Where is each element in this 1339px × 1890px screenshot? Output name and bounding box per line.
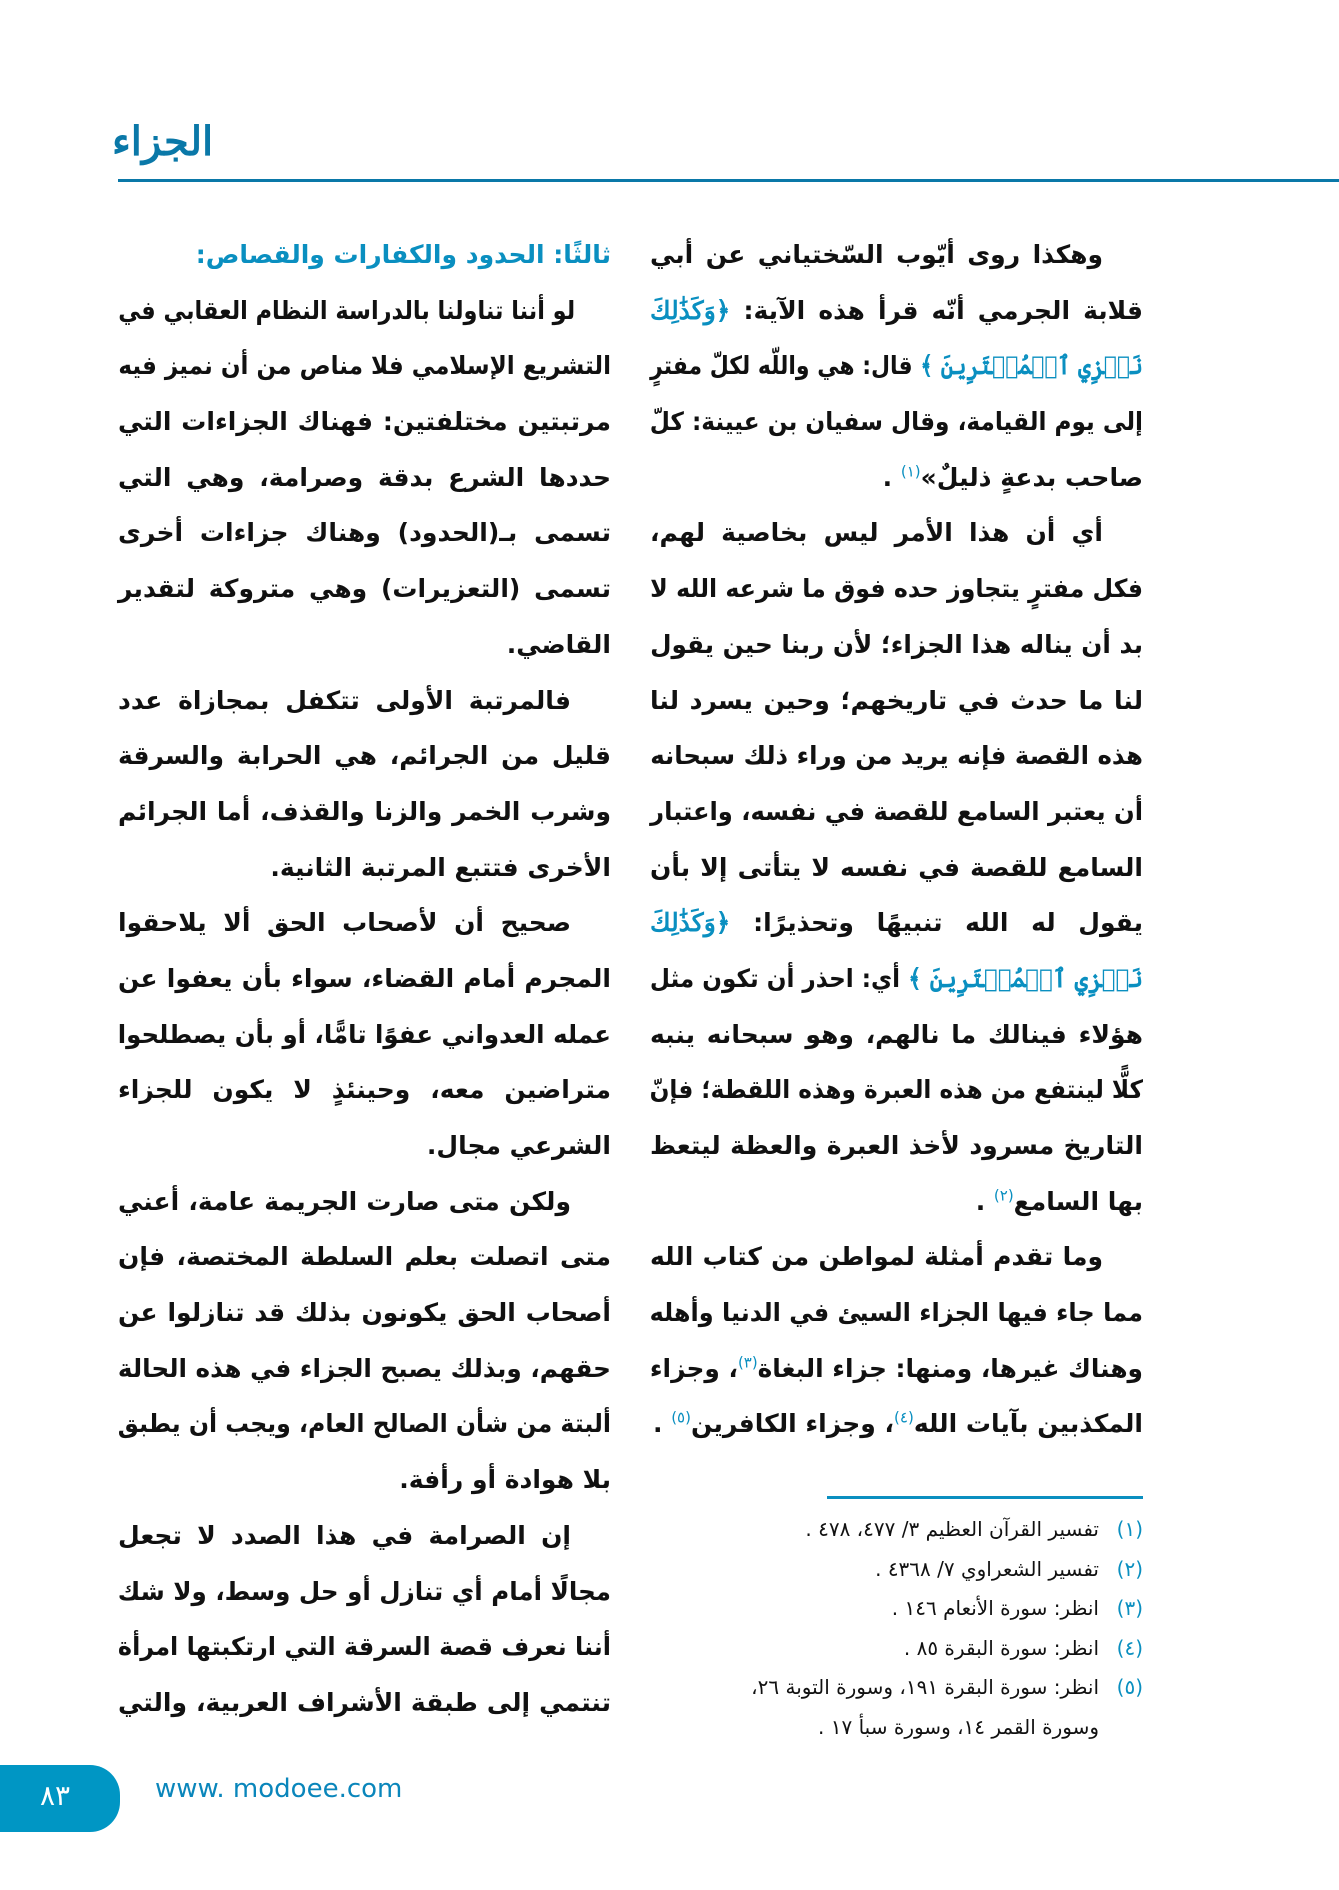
footnote-text: انظر: سورة البقرة ٨٥ .	[903, 1635, 1099, 1660]
text-run: مما جاء فيها الجزاء السيئ في الدنيا وأهله	[649, 1298, 1143, 1328]
text-line: وشرب الخمر والزنا والقذف، أما الجرائم	[118, 796, 611, 826]
text-line: مجالًا أمام أي تنازل أو حل وسط، ولا شك	[117, 1576, 611, 1606]
text-line	[649, 394, 1143, 450]
text-run: هؤلاء فينالك ما نالهم، وهو سبحانه ينبه	[650, 1019, 1143, 1049]
page-number-badge	[0, 1765, 120, 1832]
text-line	[650, 283, 1143, 339]
text-line	[650, 617, 1143, 673]
text-run: فكل مفترٍ يتجاوز حده فوق ما شرعه الله لا	[650, 574, 1143, 604]
text-line: متى اتصلت بعلم السلطة المختصة، فإن	[118, 1242, 611, 1272]
footnote-text: انظر: سورة الأنعام ١٤٦ .	[891, 1596, 1099, 1620]
text-line: أننا نعرف قصة السرقة التي ارتكبتها امرأة	[117, 1632, 611, 1662]
text-line: المجرم أمام القضاء، سواء بأن يعفوا عن	[118, 963, 611, 993]
text-run: لنا ما حدث في تاريخهم؛ وحين يسرد لنا	[650, 685, 1143, 715]
footnote-number: (٥)	[1116, 1675, 1143, 1699]
text-run: التاريخ مسرود لأخذ العبرة والعظة ليتعظ	[650, 1131, 1143, 1160]
footnote	[640, 1629, 1143, 1669]
text-line: عمله العدواني عفوًا تامًّا، أو بأن يصطلحوا	[117, 1019, 611, 1049]
text-line	[649, 1062, 1143, 1118]
text-line: ولكن متى صارت الجريمة عامة، أعني	[118, 1186, 571, 1216]
footnote-number: (٤)	[1116, 1635, 1143, 1660]
text-line: حقهم، وبذلك يصبح الجزاء في هذه الحالة	[117, 1353, 611, 1383]
text-run: قلابة الجرمي أنّه قرأ هذه الآية:	[730, 295, 1143, 325]
text-run: صاحب بدعةٍ ذليلٌ»	[920, 462, 1143, 492]
text-line: قليل من الجرائم، هي الحرابة والسرقة	[118, 741, 611, 771]
text-line	[650, 450, 1143, 506]
footnote-continuation: وسورة القمر ١٤، وسورة سبأ ١٧ .	[818, 1714, 1099, 1739]
footnote-ref: (١)	[900, 462, 921, 481]
text-run: بد أن يناله هذا الجزاء؛ لأن ربنا حين يقول	[650, 629, 1143, 659]
footnote	[640, 1510, 1143, 1550]
left-text-column	[118, 227, 611, 1731]
text-run: ، وجزاء	[649, 1353, 738, 1383]
text-run: .	[652, 1409, 672, 1439]
text-line	[649, 1285, 1143, 1341]
text-run: إلى يوم القيامة، وقال سفيان بن عيينة: كلّ	[649, 407, 1143, 437]
text-line	[650, 561, 1143, 617]
footnote-text: تفسير القرآن العظيم ٣/ ٤٧٧، ٤٧٨ .	[805, 1517, 1099, 1541]
text-run: وهكذا روى أيّوب السّختياني عن أبي	[650, 240, 1103, 269]
header-rule	[118, 179, 1339, 182]
text-line	[649, 951, 1143, 1007]
text-line: تسمى بـ(الحدود) وهناك جزاءات أخرى	[118, 518, 611, 548]
text-line: الأخرى فتتبع المرتبة الثانية.	[270, 852, 611, 882]
footnote-ref: (٥)	[671, 1409, 691, 1428]
text-run: المكذبين بآيات الله	[913, 1409, 1143, 1439]
footnote-number: (٣)	[1116, 1596, 1143, 1620]
text-run: وما تقدم أمثلة لمواطن من كتاب الله	[650, 1242, 1103, 1272]
section-heading: ثالثًا: الحدود والكفارات والقصاص:	[195, 240, 611, 269]
footer-url: www. modoee.com	[155, 1774, 403, 1804]
text-line	[650, 784, 1143, 840]
text-line: بلا هوادة أو رأفة.	[399, 1465, 611, 1495]
text-line	[650, 1174, 1143, 1230]
text-line: مرتبتين مختلفتين: فهناك الجزاءات التي	[118, 407, 611, 437]
footnote-text: تفسير الشعراوي ٧/ ٤٣٦٨ .	[875, 1556, 1099, 1581]
footnote-text: انظر: سورة البقرة ١٩١، وسورة التوبة ٢٦،	[751, 1675, 1099, 1699]
quran-verse: ﴿وَكَذَٰلِكَ	[650, 908, 731, 938]
text-line: صحيح أن لأصحاب الحق ألا يلاحقوا	[118, 908, 571, 938]
text-run: يقول له الله تنبيهًا وتحذيرًا:	[730, 908, 1143, 938]
text-line	[650, 338, 1143, 394]
text-run: .	[882, 462, 901, 492]
footnotes	[640, 1510, 1143, 1747]
text-run: أن يعتبر السامع للقصة في نفسه، واعتبار	[650, 796, 1143, 826]
text-line: لو أننا تناولنا بالدراسة النظام العقابي في	[118, 295, 576, 325]
text-line	[650, 1396, 1143, 1452]
text-line	[650, 728, 1143, 784]
text-line	[650, 505, 1143, 561]
text-line: التشريع الإسلامي فلا مناص من أن نميز فيه	[118, 351, 611, 381]
right-text-column	[650, 227, 1143, 1452]
footnote-ref: (٣)	[737, 1353, 758, 1372]
quran-verse: نَجۡزِي ٱلۡمُفۡتَرِينَ ﴾	[920, 351, 1143, 381]
text-run: السامع للقصة في نفسه لا يتأتى إلا بأن	[650, 852, 1143, 882]
text-line: متراضين معه، وحينئذٍ لا يكون للجزاء	[118, 1075, 611, 1105]
footnote	[640, 1550, 1143, 1590]
text-line: ألبتة من شأن الصالح العام، ويجب أن يطبق	[117, 1409, 611, 1439]
text-line	[650, 673, 1143, 729]
running-header-title: الجزاء	[112, 118, 214, 165]
text-line: تنتمي إلى طبقة الأشراف العربية، والتي	[118, 1687, 611, 1717]
text-line	[650, 1007, 1143, 1063]
text-run: .	[975, 1186, 994, 1216]
text-line	[650, 227, 1143, 283]
text-run: وهناك غيرها، ومنها: جزاء البغاة	[757, 1353, 1143, 1383]
text-run: بها السامع	[1013, 1186, 1143, 1216]
text-line	[650, 1229, 1143, 1285]
text-line: القاضي.	[506, 629, 611, 659]
text-run: كلًّا لينتفع من هذه العبرة وهذه اللقطة؛ فإنّ	[649, 1075, 1143, 1105]
text-line: إن الصرامة في هذا الصدد لا تجعل	[118, 1520, 571, 1550]
quran-verse: ﴿وَكَذَٰلِكَ	[650, 295, 731, 325]
footnote-ref: (٢)	[993, 1186, 1014, 1205]
text-line: تسمى (التعزيرات) وهي متروكة لتقدير	[118, 574, 611, 604]
text-run: قال: هي واللّه لكلّ مفترٍ	[650, 351, 921, 381]
text-line: فالمرتبة الأولى تتكفل بمجازاة عدد	[118, 685, 571, 715]
page-number: ٨٣	[40, 1779, 71, 1812]
text-line	[650, 840, 1143, 896]
text-line: أصحاب الحق يكونون بذلك قد تنازلوا عن	[118, 1298, 611, 1328]
text-run: أي أن هذا الأمر ليس بخاصية لهم،	[650, 518, 1103, 548]
quran-verse: نَجۡزِي ٱلۡمُفۡتَرِينَ ﴾	[908, 963, 1143, 993]
text-run: أي: احذر أن تكون مثل	[649, 963, 909, 993]
text-run: ، وجزاء الكافرين	[690, 1409, 895, 1439]
text-line	[650, 1118, 1143, 1174]
footnote-number: (٢)	[1116, 1556, 1143, 1581]
text-line	[649, 1341, 1143, 1397]
text-line: الشرعي مجال.	[426, 1131, 611, 1160]
footnote-number: (١)	[1116, 1517, 1143, 1541]
footnote-separator	[827, 1496, 1143, 1499]
footnote	[640, 1668, 1143, 1708]
text-line	[650, 895, 1143, 951]
footnote	[640, 1589, 1143, 1629]
text-line: حددها الشرع بدقة وصرامة، وهي التي	[118, 462, 611, 492]
text-run: هذه القصة فإنه يريد من وراء ذلك سبحانه	[650, 741, 1143, 771]
footnote-ref: (٤)	[894, 1409, 914, 1428]
